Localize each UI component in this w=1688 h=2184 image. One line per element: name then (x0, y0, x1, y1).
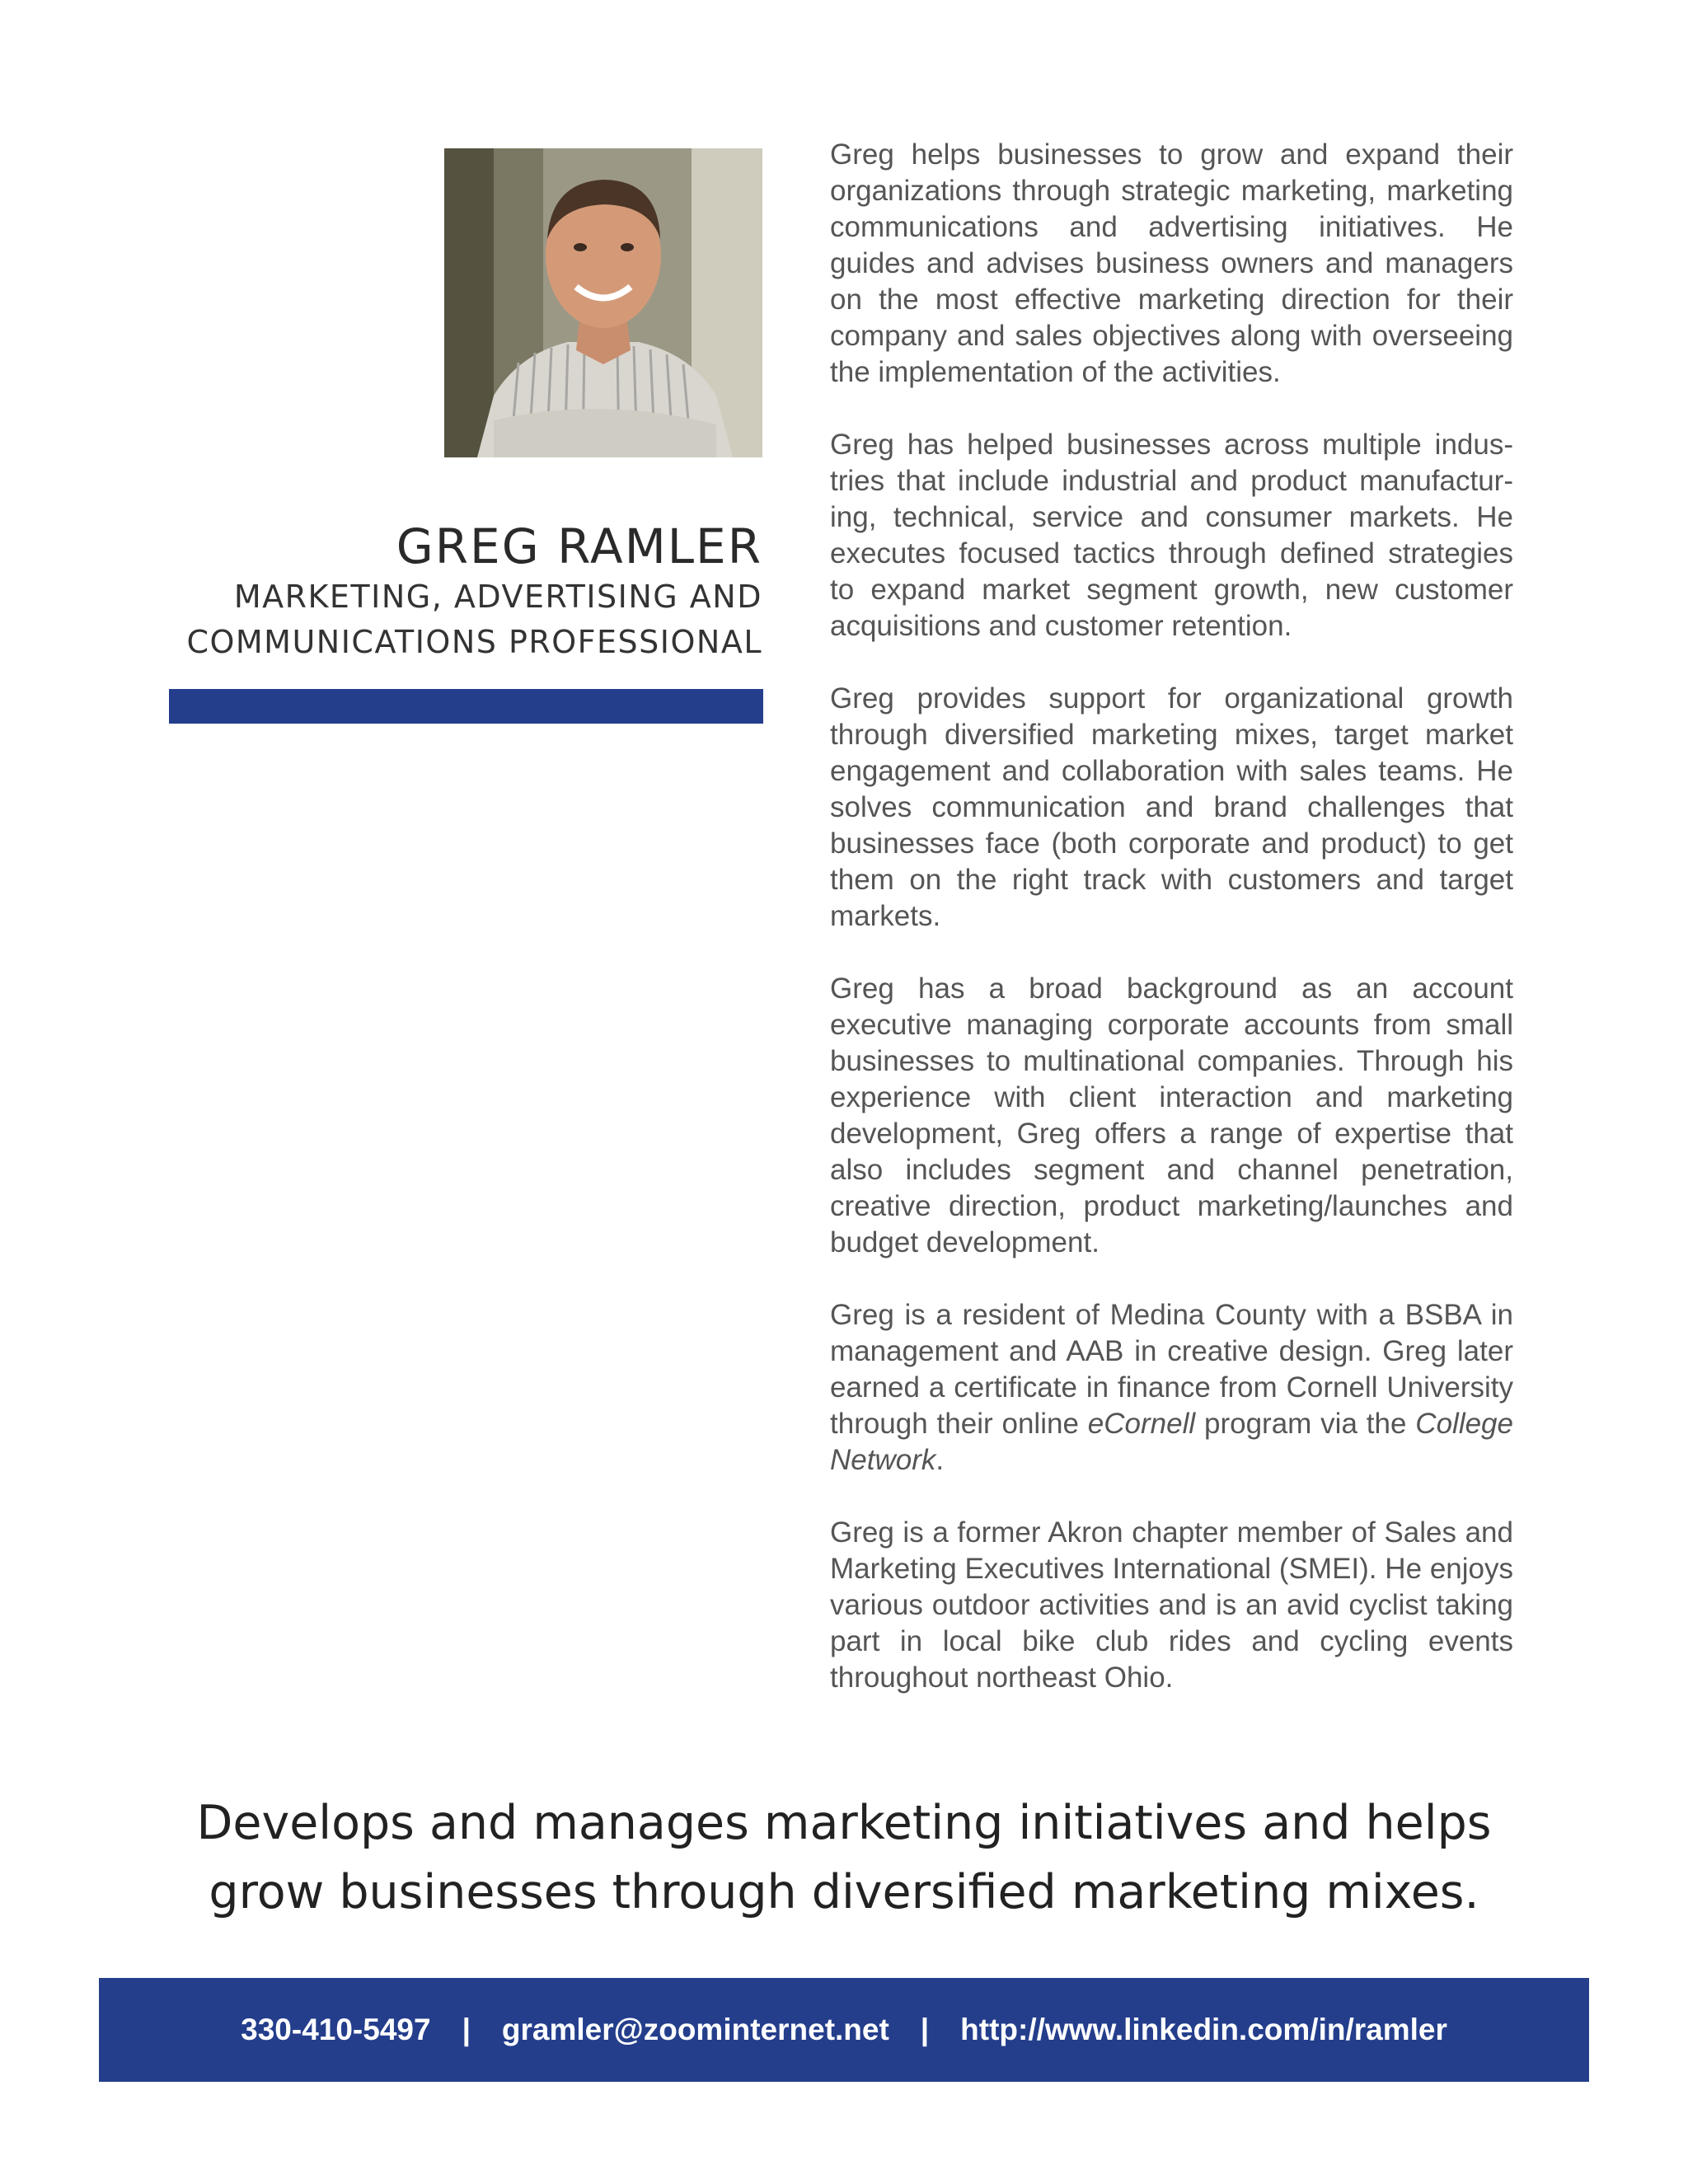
contact-bar (99, 1978, 1589, 2082)
separator: | (462, 2013, 471, 2046)
bio-section (830, 137, 1513, 1732)
bio-paragraph: Greg has helped businesses across multiple industries that include industrial and product manufacturing, technical, service and consumer markets. He executes focused tactics through defined strategies to expand market segment growth, new customer acquisitions and customer retention. (830, 429, 1513, 642)
accent-bar (169, 689, 763, 724)
phone-number: 330-410-5497 (241, 2013, 431, 2046)
bio-text: . (935, 1444, 945, 1476)
tagline (102, 1788, 1586, 1927)
email-link[interactable]: gramler@zoominternet.net (501, 2013, 889, 2046)
bio-paragraph: Greg provides support for organizational growth through diversified marketing mixes, target market engagement and collaboration with sales teams. He solves communication and brand challenges that businesses face (both corporate and product) to get them on the right track with customers and target markets. (830, 682, 1513, 932)
person-name: GREG RAMLER (396, 518, 762, 574)
profile-photo (444, 148, 762, 457)
job-title-line-2: COMMUNICATIONS PROFESSIONAL (186, 623, 762, 660)
job-title-line-1: MARKETING, ADVERTISING AND (233, 578, 762, 615)
linkedin-link[interactable]: http://www.linkedin.com/in/ramler (960, 2013, 1447, 2046)
network-name: College Network (830, 1408, 1513, 1476)
bio-paragraph: Greg is a former Akron chapter member of Sales and Marketing Executives International (SMEI). He enjoys various outdoor activities and is an avid cyclist taking part in local bike club rides and cycling events throughout northeast Ohio. (830, 1516, 1513, 1694)
bio-text: Greg is a resident of Medina County with a BSBA in management and AAB in creative design. Greg later earned a certificate in finance from Cornell University through their online (830, 1299, 1513, 1440)
name-block (186, 519, 762, 665)
bio-paragraph (830, 1297, 1513, 1479)
program-name: eCornell (1087, 1408, 1196, 1440)
tagline-line-1: Develops and manages marketing initiatives and helps (196, 1796, 1492, 1850)
bio-text: program via the (1195, 1408, 1416, 1440)
separator: | (920, 2013, 930, 2046)
tagline-line-2: grow businesses through diversified marketing mixes. (209, 1865, 1479, 1919)
bio-paragraph: Greg has a broad background as an account executive managing corporate accounts from small businesses to multinational companies. Through his experience with client interaction and marketing development, Greg offers a range of expertise that also includes segment and channel penetration, creative direction, product marketing/launches and budget development. (830, 972, 1513, 1258)
bio-paragraph: Greg helps businesses to grow and expand their organizations through strategic marketing, marketing communications and advertising initiatives. He guides and advises business owners and managers on the most effective marketing direction for their company and sales objectives along with overseeing the implementation of the activities. (830, 138, 1513, 388)
